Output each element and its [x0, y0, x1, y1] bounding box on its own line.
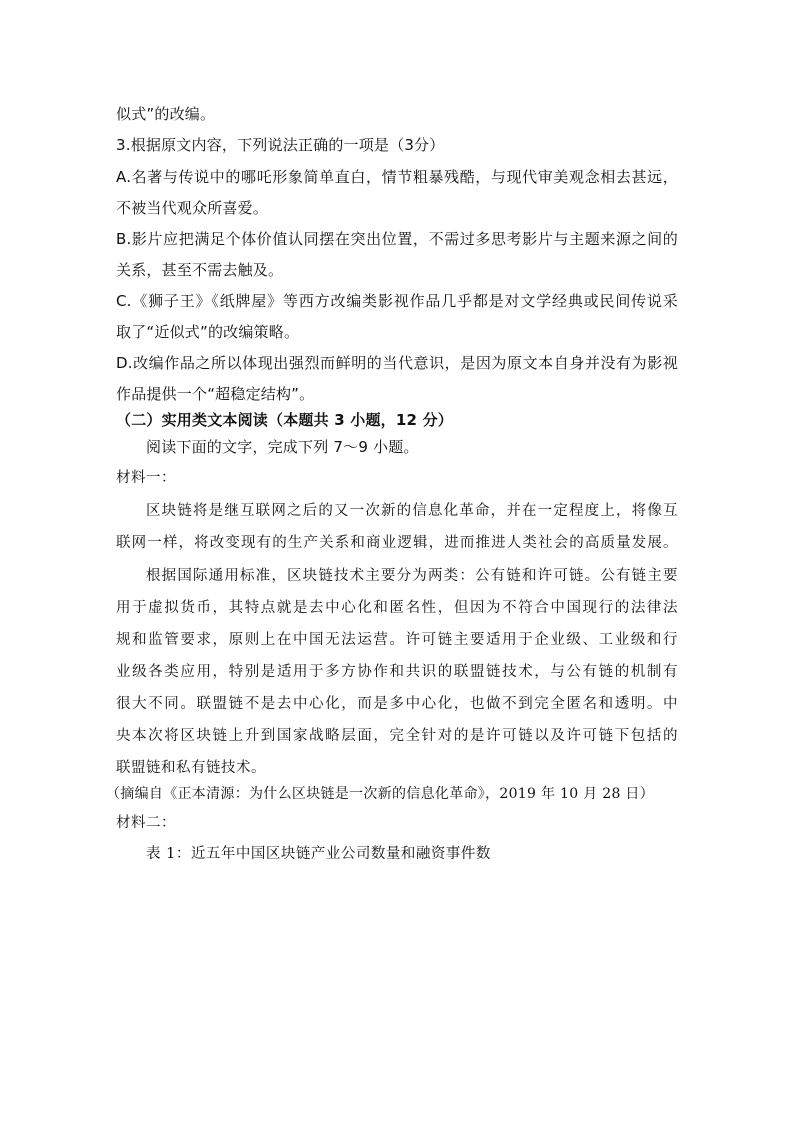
- material-2-label: 材料二：: [116, 815, 176, 831]
- option-b-line-2: 关系，甚至不需去触及。: [116, 261, 284, 279]
- table-caption: 表 1：近五年中国区块链产业公司数量和融资事件数: [146, 846, 491, 862]
- option-d-line-2: 作品提供一个“超稳定结构”。: [116, 385, 315, 403]
- material-1-para-2-line-3: 规和监管要求，原则上在中国无法运营。许可链主要适用于企业级、工业级和行: [116, 632, 678, 648]
- option-a-line-2: 不被当代观众所喜爱。: [116, 199, 269, 217]
- option-d-line-1: D.改编作品之所以体现出强烈而鲜明的当代意识，是因为原文本自身并没有为影视: [116, 354, 678, 372]
- option-a-line-1: A.名著与传说中的哪吒形象简单直白，情节粗暴残酷，与现代审美观念相去甚远，: [116, 168, 678, 186]
- material-1-para-2-line-2: 用于虚拟货币，其特点就是去中心化和匿名性，但因为不符合中国现行的法律法: [116, 600, 678, 616]
- material-1-para-2-line-6: 央本次将区块链上升到国家战略层面，完全针对的是许可链以及许可链下包括的: [116, 728, 678, 744]
- section-instruction: 阅读下面的文字，完成下列 7～9 小题。: [146, 438, 419, 456]
- question-3-stem: 3.根据原文内容，下列说法正确的一项是（3分）: [116, 136, 445, 154]
- option-c-line-2: 取了“近似式”的改编策略。: [116, 323, 300, 341]
- material-1-para-2-line-7: 联盟链和私有链技术。: [116, 760, 266, 776]
- material-1-para-1-line-1: 区块链将是继互联网之后的又一次新的信息化革命，并在一定程度上，将像互: [146, 503, 678, 519]
- material-1-para-1-line-2: 联网一样，将改变现有的生产关系和商业逻辑，进而推进人类社会的高质量发展。: [116, 535, 678, 551]
- material-1-para-2-line-5: 很大不同。联盟链不是去中心化，而是多中心化，也做不到完全匿名和透明。中: [116, 696, 678, 712]
- material-1-source: （摘编自《正本清源：为什么区块链是一次新的信息化革命》，2019 年 10 月 28 日）: [106, 786, 655, 802]
- option-b-line-1: B.影片应把满足个体价值认同摆在突出位置，不需过多思考影片与主题来源之间的: [116, 230, 678, 248]
- previous-text-line: 似式”的改编。: [116, 105, 216, 123]
- material-1-label: 材料一：: [116, 470, 176, 486]
- material-1-para-2-line-4: 业级各类应用，特别是适用于多方协作和共识的联盟链技术，与公有链的机制有: [116, 664, 678, 680]
- material-1-para-2-line-1: 根据国际通用标准，区块链技术主要分为两类：公有链和许可链。公有链主要: [146, 568, 678, 584]
- option-c-line-1: C.《狮子王》《纸牌屋》等西方改编类影视作品几乎都是对文学经典或民间传说采: [116, 292, 678, 310]
- section-heading: （二）实用类文本阅读（本题共 3 小题，12 分）: [116, 411, 453, 429]
